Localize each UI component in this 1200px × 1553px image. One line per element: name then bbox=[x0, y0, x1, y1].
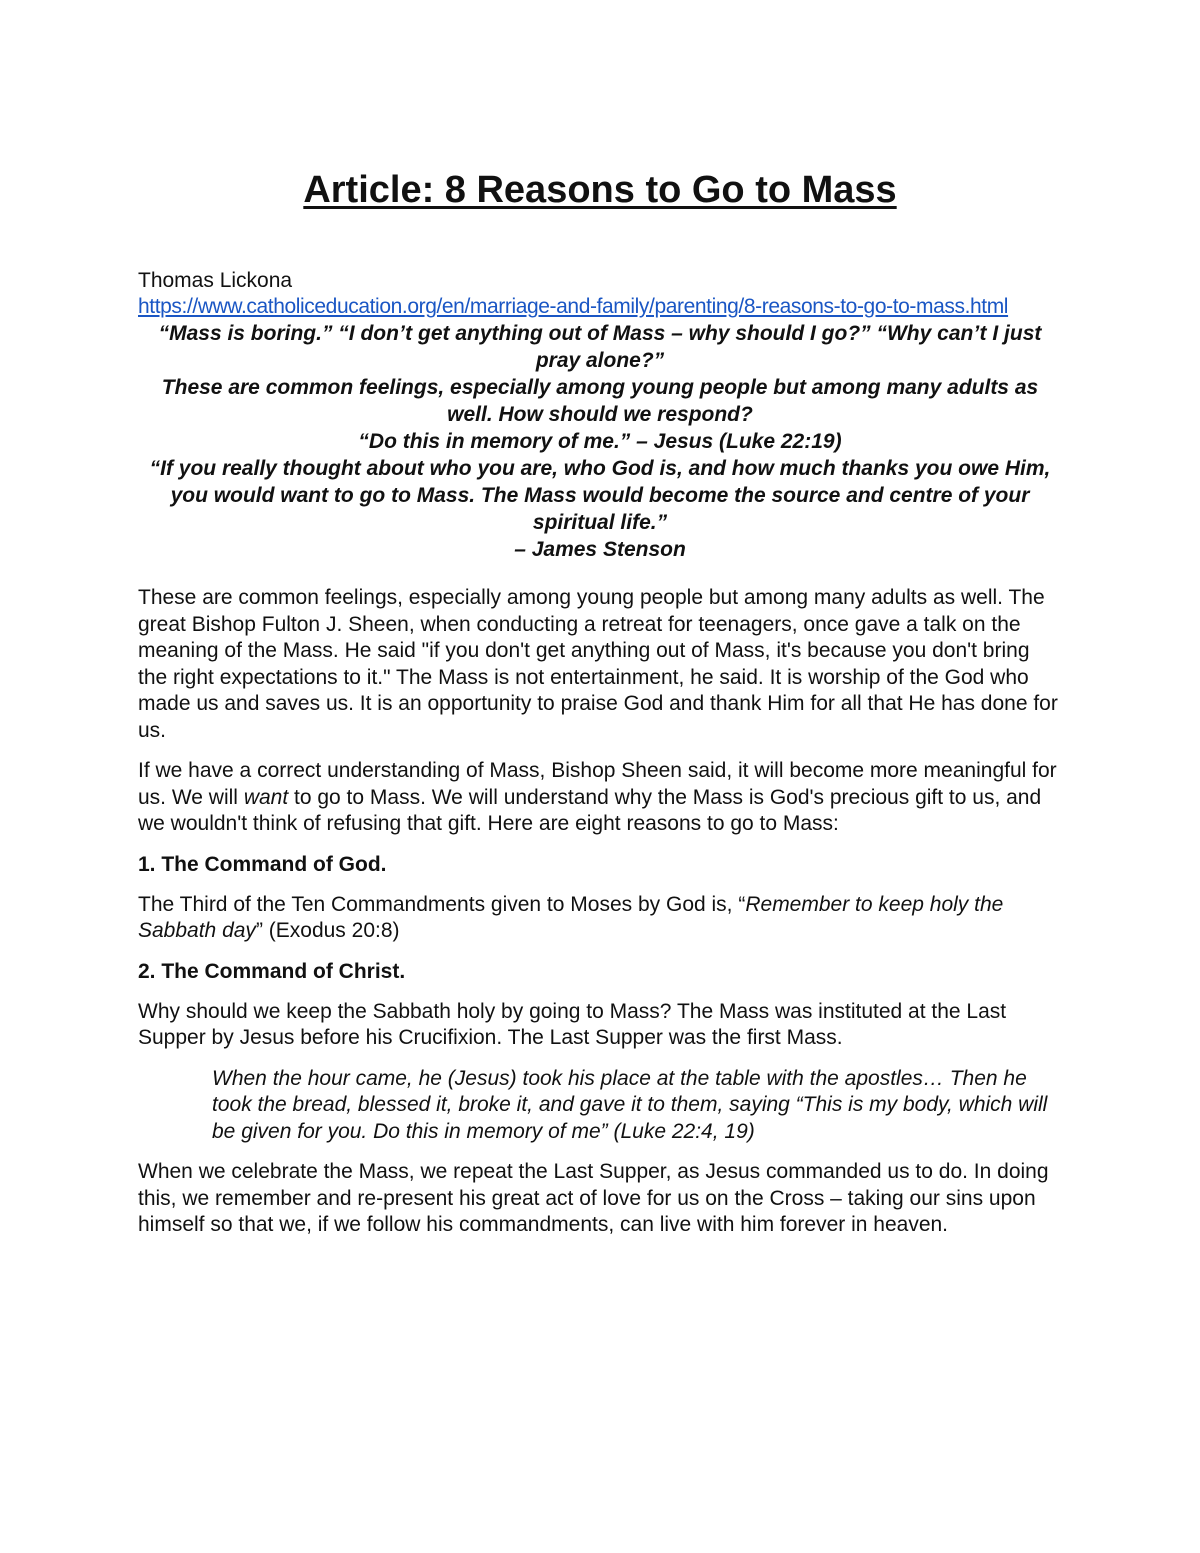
author-name: Thomas Lickona bbox=[138, 269, 293, 292]
page-title: Article: 8 Reasons to Go to Mass bbox=[303, 169, 897, 211]
quote-stenson: “If you really thought about who you are, who God is, and how much thanks you owe Him, you would want to go to Mass. The Mass would become the source and centre of your spiritual life.” bbox=[149, 457, 1051, 534]
block-quote-luke: When the hour came, he (Jesus) took his place at the table with the apostles… Then he took the bread, blessed it, broke it, and gave it to them, saying “This is my body, which will be given for you. Do this in memory of me” (Luke 22:4, 19) bbox=[212, 1066, 1048, 1143]
emphasis-text: Remember to keep holy the Sabbath day bbox=[138, 892, 1004, 942]
paragraph-sheen: These are common feelings, especially among young people but among many adults as well. The great Bishop Fulton J. Sheen, when conducting a retreat for teenagers, once gave a talk on the meaning of the Mass. He said "if you don't get anything out of Mass, it's because you don't bring the right expectations to it." The Mass is not entertainment, he said. It is worship of the God who made us and saves us. It is an opportunity to praise God and thank Him for all that He has done for us. bbox=[138, 586, 1058, 742]
spacer bbox=[138, 563, 1062, 585]
paragraph-text: ” (Exodus 20:8) bbox=[255, 919, 400, 942]
paragraph-third-commandment bbox=[138, 892, 1062, 945]
paragraph-text: If we have a correct understanding of Mass, Bishop Sheen said, it will become more meaningful for us. We will bbox=[138, 759, 1057, 809]
source-link[interactable]: https://www.catholiceducation.org/en/marriage-and-family/parenting/8-reasons-to-go-to-mass.html bbox=[138, 295, 1009, 318]
quote-jesus: “Do this in memory of me.” – Jesus (Luke 22:19) bbox=[358, 430, 842, 453]
intro-quotes bbox=[138, 320, 1062, 563]
paragraph-last-supper: When we celebrate the Mass, we repeat the Last Supper, as Jesus commanded us to do. In doing this, we remember and re-present his great act of love for us on the Cross – taking our sins upon himself so that we, if we follow his commandments, can live with him forever in heaven. bbox=[138, 1160, 1049, 1236]
paragraph-text: to go to Mass. We will understand why the Mass is God's precious gift to us, and we wouldn't think of refusing that gift. Here are eight reasons to go to Mass: bbox=[138, 785, 1042, 835]
section-heading-command-of-god: 1. The Command of God. bbox=[138, 852, 387, 876]
document-body bbox=[138, 168, 1062, 1253]
paragraph-understanding bbox=[138, 758, 1062, 838]
paragraph-text: The Third of the Ten Commandments given to Moses by God is, “ bbox=[138, 892, 746, 916]
quote-attribution: – James Stenson bbox=[514, 538, 686, 561]
emphasis-text: want bbox=[243, 785, 289, 809]
section-heading-command-of-christ: 2. The Command of Christ. bbox=[138, 959, 406, 983]
quote-mass-boring: “Mass is boring.” “I don’t get anything out of Mass – why should I go?” “Why can’t I just pray alone?” bbox=[158, 322, 1042, 372]
quote-common-feelings: These are common feelings, especially among young people but among many adults as well. How should we respond? bbox=[161, 376, 1039, 426]
paragraph-sabbath: Why should we keep the Sabbath holy by going to Mass? The Mass was instituted at the Last Supper by Jesus before his Crucifixion. The Last Supper was the first Mass. bbox=[138, 999, 1007, 1049]
